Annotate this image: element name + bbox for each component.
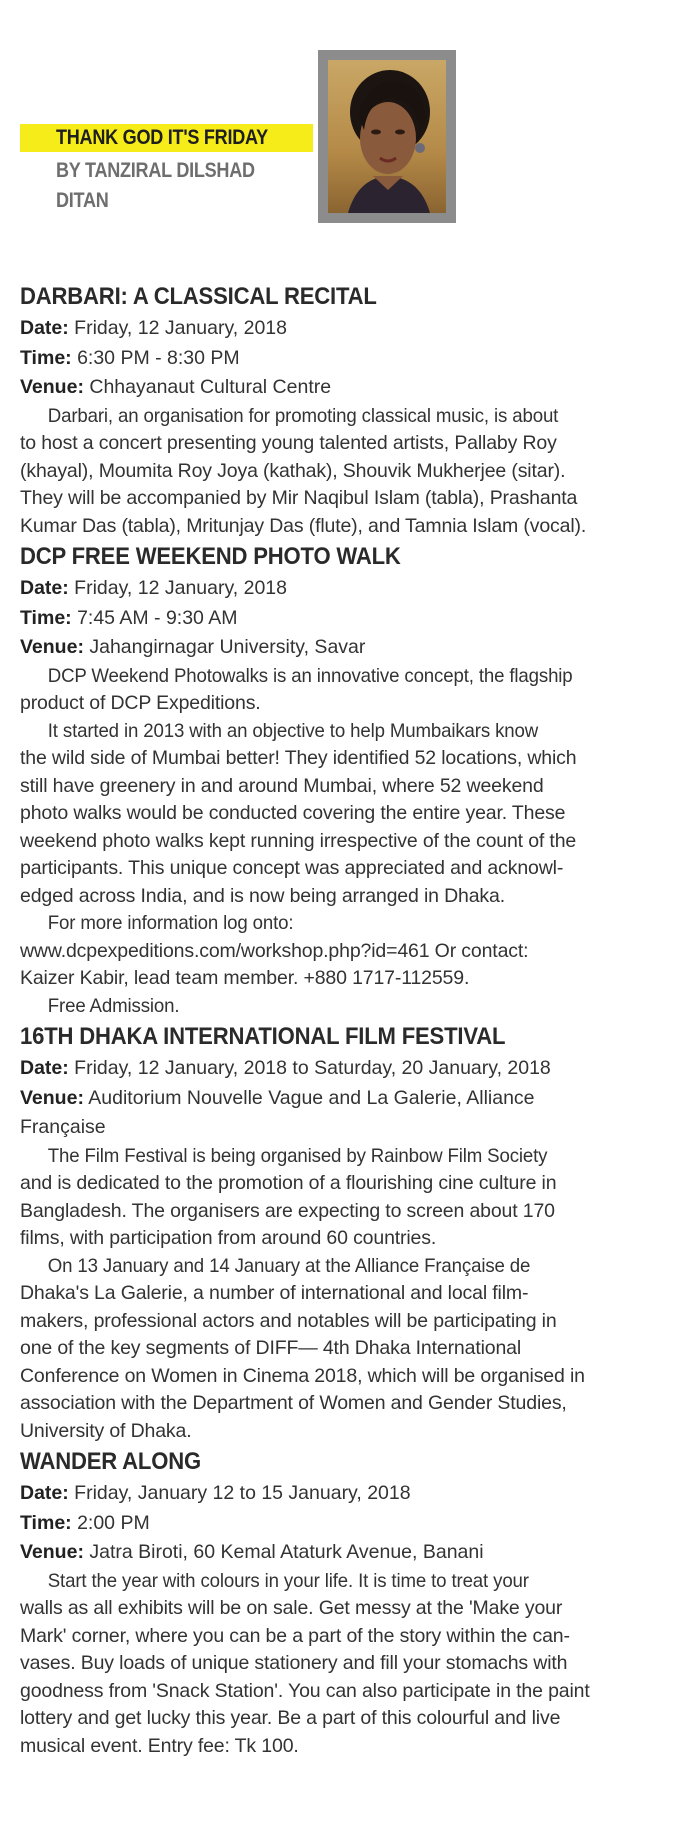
column-kicker: THANK GOD IT'S FRIDAY — [56, 126, 268, 149]
paragraph-line: Kumar Das (tabla), Mritunjay Das (flute), and Tamnia Islam (vocal). — [20, 514, 587, 537]
meta-value: 7:45 AM - 9:30 AM — [71, 606, 238, 629]
meta-label: Venue: — [20, 1086, 84, 1109]
event-meta-row — [20, 314, 688, 344]
event-description-paragraph — [20, 1143, 688, 1253]
paragraph-line: product of DCP Expeditions. — [20, 692, 261, 714]
meta-value: 2:00 PM — [71, 1511, 150, 1534]
paragraph-line: Start the year with colours in your life. It is time to treat your — [47, 1569, 529, 1592]
event-meta-row — [20, 633, 688, 663]
author-photo-frame — [318, 50, 456, 223]
paragraph-line: walls as all exhibits will be on sale. Get messy at the 'Make your — [20, 1597, 563, 1619]
paragraph-line: On 13 January and 14 January at the Alliance Française de — [47, 1254, 531, 1277]
event-meta-row — [20, 1054, 688, 1084]
meta-label: Date: — [20, 317, 69, 339]
paragraph-line: www.dcpexpeditions.com/workshop.php?id=461 Or contact: — [20, 939, 529, 962]
event-listings — [20, 280, 688, 1760]
author-photo — [328, 60, 446, 213]
event-meta-row — [20, 1509, 688, 1539]
paragraph-line: still have greenery in and around Mumbai, where 52 weekend — [20, 774, 544, 797]
paragraph-line: Free Admission. — [47, 994, 180, 1017]
paragraph-line: For more information log onto: — [47, 912, 294, 934]
meta-value: Friday, 12 January, 2018 — [68, 577, 287, 599]
paragraph-line: vases. Buy loads of unique stationery and fill your stomachs with — [20, 1652, 568, 1674]
paragraph-line: to host a concert presenting young talented artists, Pallaby Roy — [20, 432, 557, 454]
event-meta-row — [20, 1479, 688, 1509]
paragraph-line: edged across India, and is now being arranged in Dhaka. — [20, 884, 505, 907]
paragraph-line: one of the key segments of DIFF— 4th Dhaka International — [20, 1337, 522, 1359]
meta-label: Time: — [20, 1511, 72, 1534]
event-title: 16TH DHAKA INTERNATIONAL FILM FESTIVAL — [20, 1023, 506, 1050]
event-description-paragraph — [20, 1568, 688, 1761]
paragraph-line: The Film Festival is being organised by Rainbow Film Society — [47, 1144, 548, 1167]
event-section — [20, 280, 688, 540]
meta-label: Date: — [20, 1482, 69, 1504]
event-meta-row — [20, 1113, 688, 1143]
paragraph-line: Kaizer Kabir, lead team member. +880 1717-112559. — [20, 967, 470, 989]
event-title: DARBARI: A CLASSICAL RECITAL — [20, 283, 377, 310]
event-description-paragraph — [20, 718, 688, 911]
meta-label: Venue: — [20, 636, 84, 658]
event-section — [20, 540, 688, 1020]
event-meta-row — [20, 604, 688, 634]
meta-label: Date: — [20, 1057, 69, 1079]
paragraph-line: photo walks would be conducted covering the entire year. These — [20, 802, 566, 824]
event-description-paragraph — [20, 993, 688, 1021]
author-portrait-image — [328, 60, 446, 213]
paragraph-line: Conference on Women in Cinema 2018, which will be organised in — [20, 1364, 585, 1387]
paragraph-line: DCP Weekend Photowalks is an innovative concept, the flagship — [47, 664, 573, 687]
event-description-paragraph — [20, 403, 688, 541]
paragraph-line: lottery and get lucky this year. Be a part of this colourful and live — [20, 1707, 561, 1729]
meta-value: Jahangirnagar University, Savar — [83, 636, 366, 658]
event-meta-row — [20, 574, 688, 604]
paragraph-line: weekend photo walks kept running irrespective of the count of the — [20, 829, 577, 852]
event-meta-row — [20, 373, 688, 403]
meta-value: Friday, 12 January, 2018 to Saturday, 20 January, 2018 — [68, 1057, 551, 1079]
meta-label: Date: — [20, 577, 69, 599]
meta-value: Française — [20, 1116, 106, 1138]
event-description-paragraph — [20, 910, 688, 993]
meta-value: 6:30 PM - 8:30 PM — [71, 346, 240, 369]
meta-value: Friday, 12 January, 2018 — [68, 317, 287, 339]
event-description-paragraph — [20, 663, 688, 718]
meta-value: Chhayanaut Cultural Centre — [83, 376, 332, 398]
meta-value: Jatra Biroti, 60 Kemal Ataturk Avenue, Banani — [83, 1541, 484, 1563]
meta-value: Auditorium Nouvelle Vague and La Galerie, Alliance — [83, 1086, 535, 1109]
paragraph-line: They will be accompanied by Mir Naqibul Islam (tabla), Prashanta — [20, 487, 578, 509]
paragraph-line: association with the Department of Women and Gender Studies, — [20, 1392, 567, 1414]
paragraph-line: the wild side of Mumbai better! They identified 52 locations, which — [20, 747, 577, 769]
paragraph-line: and is dedicated to the promotion of a flourishing cine culture in — [20, 1172, 557, 1194]
meta-label: Venue: — [20, 376, 84, 398]
event-title: DCP FREE WEEKEND PHOTO WALK — [20, 543, 401, 570]
paragraph-line: University of Dhaka. — [20, 1419, 192, 1442]
meta-label: Time: — [20, 606, 72, 629]
event-title: WANDER ALONG — [20, 1448, 201, 1475]
event-meta-row — [20, 1538, 688, 1568]
paragraph-line: participants. This unique concept was appreciated and acknowl- — [20, 857, 564, 879]
paragraph-line: films, with participation from around 60 countries. — [20, 1227, 437, 1249]
event-section — [20, 1445, 688, 1760]
event-meta-row — [20, 344, 688, 374]
meta-value: Friday, January 12 to 15 January, 2018 — [68, 1482, 411, 1504]
paragraph-line: Bangladesh. The organisers are expecting to screen about 170 — [20, 1199, 555, 1222]
paragraph-line: makers, professional actors and notables will be participating in — [20, 1309, 557, 1332]
event-meta-row — [20, 1084, 688, 1114]
paragraph-line: (khayal), Moumita Roy Joya (kathak), Shouvik Mukherjee (sitar). — [20, 459, 566, 482]
event-section — [20, 1020, 688, 1445]
meta-label: Venue: — [20, 1541, 84, 1563]
paragraph-line: Darbari, an organisation for promoting classical music, is about — [47, 404, 559, 427]
column-header — [0, 0, 698, 260]
paragraph-line: musical event. Entry fee: Tk 100. — [20, 1734, 299, 1757]
paragraph-line: Dhaka's La Galerie, a number of international and local film- — [20, 1282, 529, 1304]
byline: BY TANZIRAL DILSHAD DITAN — [56, 159, 255, 212]
paragraph-line: goodness from 'Snack Station'. You can also participate in the paint — [20, 1679, 590, 1702]
event-description-paragraph — [20, 1253, 688, 1446]
meta-label: Time: — [20, 346, 72, 369]
paragraph-line: Mark' corner, where you can be a part of the story within the can- — [20, 1624, 570, 1647]
paragraph-line: It started in 2013 with an objective to help Mumbaikars know — [47, 719, 539, 742]
